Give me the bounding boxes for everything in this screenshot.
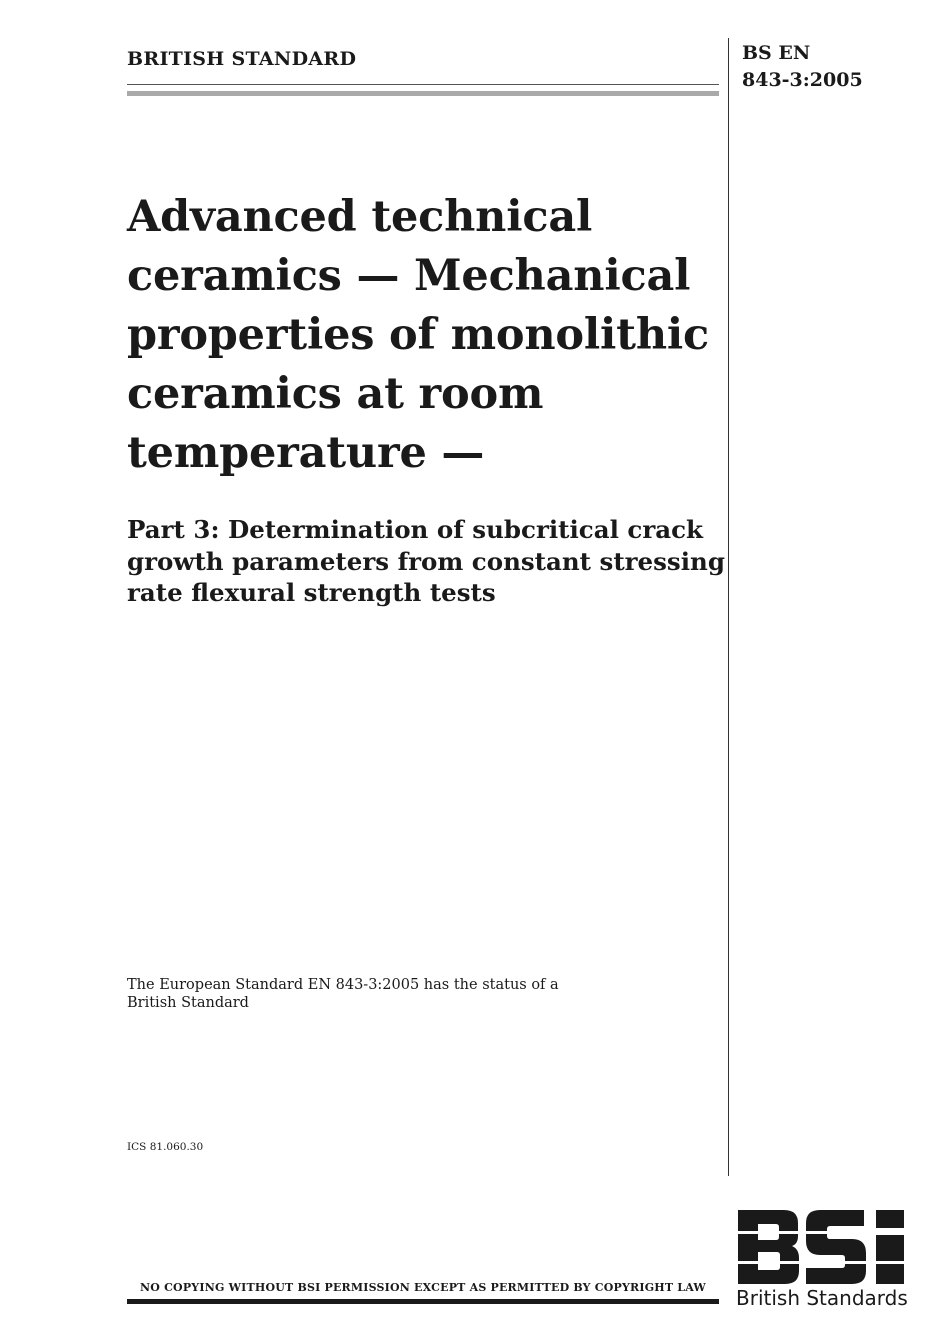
- margin-divider: [728, 38, 729, 1176]
- series-label: BRITISH STANDARD: [127, 48, 357, 70]
- footer-rule: [127, 1299, 719, 1304]
- document-number-line-2: 843-3:2005: [742, 69, 863, 91]
- document-part-title: Part 3: Determination of subcritical crack growth parameters from constant stressing rate flexural strength tests: [127, 515, 725, 607]
- document-number-line-1: BS EN: [742, 42, 811, 64]
- header-rule-thick: [127, 91, 719, 96]
- document-number: [742, 40, 922, 94]
- header-rule-thin: [127, 84, 719, 85]
- logo-caption: British Standards: [736, 1286, 908, 1310]
- status-note: [127, 976, 597, 1012]
- ics-code: ICS 81.060.30: [127, 1141, 204, 1153]
- status-note-line-1: The European Standard EN 843-3:2005 has the status of a: [127, 977, 559, 993]
- status-note-line-2: British Standard: [127, 995, 249, 1011]
- document-title: Advanced technical ceramics — Mechanical properties of monolithic ceramics at room temperature —: [127, 192, 709, 478]
- copyright-notice: NO COPYING WITHOUT BSI PERMISSION EXCEPT AS PERMITTED BY COPYRIGHT LAW: [140, 1281, 706, 1294]
